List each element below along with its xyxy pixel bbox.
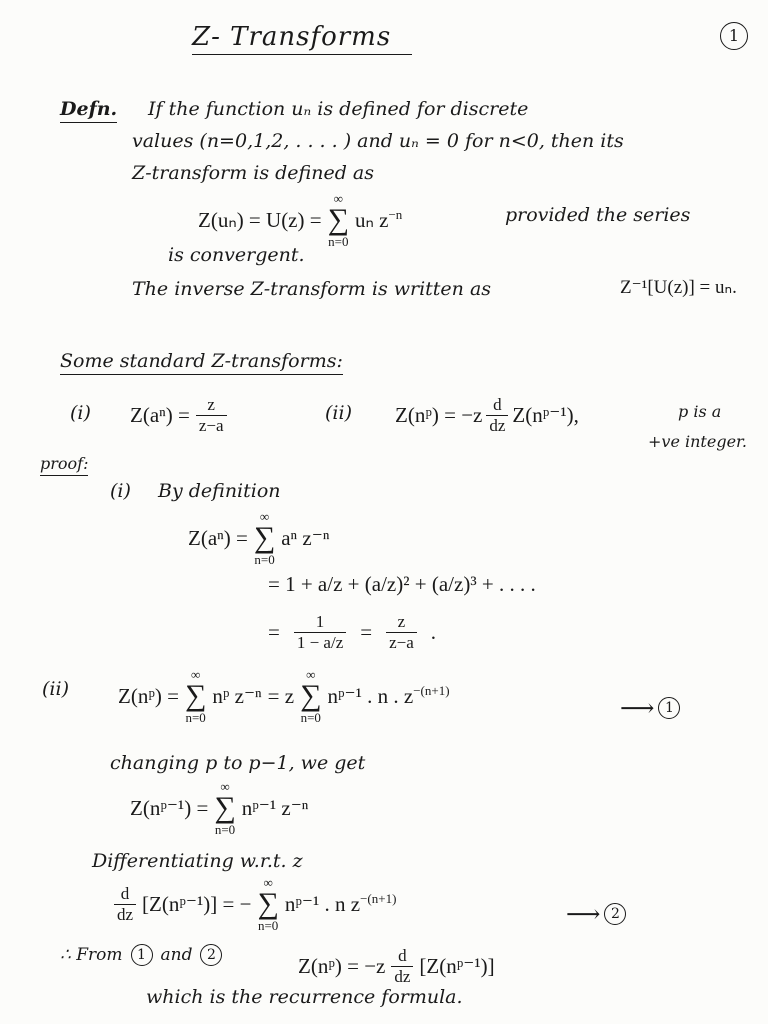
inverse-formula: Z⁻¹[U(z)] = uₙ. [620, 277, 737, 298]
sigma-icon: ∑ [300, 679, 322, 712]
fraction-numerator: z [397, 612, 406, 631]
proof-2-lhs: Z(nᵖ) = [118, 683, 179, 708]
from-line [60, 944, 222, 966]
fraction-denominator: z−a [386, 632, 417, 653]
equation-ref-2 [566, 900, 626, 928]
item-1-lhs: Z(aⁿ) = [130, 403, 190, 427]
proof-1-term: aⁿ z⁻ⁿ [281, 525, 330, 550]
item-1-formula [130, 395, 227, 436]
part-1-intro: By definition [158, 480, 281, 502]
proof-2-term-2 [327, 683, 449, 709]
proof-2-term-2-exponent: −(n+1) [413, 683, 450, 698]
proof-4-term-base: nᵖ⁻¹ . n z [284, 892, 361, 916]
sum-upper: ∞ [191, 667, 201, 682]
fraction-numerator: 1 [315, 612, 325, 631]
definition-label: Defn. [60, 98, 117, 123]
definition-line-3: Z-transform is defined as [132, 162, 374, 184]
proof-2-eq-3 [114, 876, 396, 932]
proof-1-lhs: Z(aⁿ) = [188, 525, 248, 550]
sigma-sum [254, 510, 275, 566]
formula-lhs: Z(uₙ) = U(z) = [198, 207, 322, 232]
item-2-lhs: Z(nᵖ) = −z [395, 403, 483, 427]
final-formula [298, 946, 495, 987]
right-arrow-icon: ⟶ [566, 900, 601, 928]
sigma-sum [300, 668, 321, 724]
proof-1-eq-1 [188, 510, 329, 566]
item-1-label: (i) [70, 402, 91, 424]
sum-lower: n=0 [300, 710, 321, 725]
item-1-numerator: z [207, 395, 215, 414]
sigma-icon: ∑ [253, 521, 276, 554]
sigma-sum [214, 780, 235, 836]
sum-lower: n=0 [214, 822, 236, 837]
ref-number-2: 2 [604, 903, 626, 925]
item-2-rest: Z(nᵖ⁻¹), [512, 403, 579, 427]
sigma-sum [185, 668, 206, 724]
proof-1-eq-3 [268, 612, 436, 653]
sum-upper: ∞ [306, 667, 316, 682]
proof-2-term-2-base: nᵖ⁻¹ . n . z [327, 684, 414, 708]
sigma-sum [328, 192, 349, 248]
item-1-fraction [196, 395, 227, 436]
derivative-operator [114, 884, 136, 925]
proof-1-eq-3-equals-2: = [360, 620, 373, 644]
sigma-sum [257, 876, 278, 932]
item-2-d: d [493, 395, 502, 414]
proof-2-eq-2 [130, 780, 308, 836]
fraction-denominator: 1 − a/z [294, 632, 346, 653]
proof-1-fraction-1 [294, 612, 346, 653]
derivative-operator [391, 946, 413, 987]
definition-line-2: values (n=0,1,2, . . . . ) and uₙ = 0 for n<0, then its [132, 130, 624, 152]
proof-4-term [285, 891, 397, 917]
page-number [720, 22, 748, 50]
closing-line: which is the recurrence formula. [146, 986, 463, 1008]
derivative-d: d [120, 883, 130, 903]
formula-term [355, 207, 402, 233]
sum-lower: n=0 [257, 918, 279, 933]
final-lhs: Z(nᵖ) = −z [298, 954, 386, 978]
item-2-dz: dz [486, 415, 508, 436]
sigma-icon: ∑ [184, 679, 207, 712]
ref-number-1: 1 [658, 697, 680, 719]
item-2-note-2: +ve integer. [648, 432, 748, 451]
right-arrow-icon: ⟶ [620, 694, 655, 722]
item-2-derivative [486, 395, 508, 436]
proof-label: proof: [40, 454, 88, 476]
item-2-note-1: p is a [678, 402, 722, 421]
derivative-dz: dz [114, 904, 136, 925]
sum-lower: n=0 [254, 552, 275, 567]
proof-2-eq-1 [118, 668, 450, 724]
proof-1-period: . [430, 620, 437, 644]
item-2-label: (ii) [325, 402, 352, 424]
page-number-circle: 1 [720, 22, 748, 50]
sum-upper: ∞ [263, 875, 273, 890]
derivative-dz: dz [391, 966, 413, 987]
sum-upper: ∞ [220, 779, 230, 794]
proof-4-term-exponent: −(n+1) [360, 891, 397, 906]
final-rest: [Z(nᵖ⁻¹)] [419, 954, 495, 978]
sum-lower: n=0 [185, 710, 206, 725]
derivative-d: d [398, 946, 407, 965]
formula-note: provided the series [505, 204, 691, 226]
proof-2-equals-z: = z [267, 683, 295, 708]
proof-2-term-1: nᵖ z⁻ⁿ [212, 683, 262, 708]
sum-upper: ∞ [333, 191, 343, 206]
sigma-icon: ∑ [214, 791, 236, 824]
proof-1-eq-2: = 1 + a/z + (a/z)² + (a/z)³ + . . . . [268, 572, 536, 596]
item-1-denominator: z−a [196, 415, 227, 436]
page-title: Z- Transforms [192, 22, 412, 55]
definition-formula [198, 192, 402, 248]
inverse-text: The inverse Z-transform is written as [132, 278, 492, 300]
therefore-from-text: ∴ From [60, 945, 123, 965]
formula-term-base: uₙ z [354, 208, 389, 232]
equation-ref-1 [620, 694, 680, 722]
sigma-icon: ∑ [257, 887, 279, 920]
item-2-formula [395, 395, 579, 436]
part-1-label: (i) [110, 480, 131, 502]
part-2-label: (ii) [42, 678, 69, 700]
proof-1-eq-3-equals: = [268, 620, 280, 644]
proof-1-fraction-2 [386, 612, 417, 653]
formula-term-exponent: −n [388, 207, 403, 222]
ref-number-2: 2 [200, 944, 222, 966]
sigma-icon: ∑ [327, 203, 349, 236]
sum-upper: ∞ [259, 509, 270, 524]
proof-4-lhs: [Z(nᵖ⁻¹)] = − [142, 891, 252, 916]
definition-line-1: If the function uₙ is defined for discrete [148, 98, 529, 120]
and-text: and [160, 945, 193, 965]
changing-text: changing p to p−1, we get [110, 752, 366, 774]
proof-3-term: nᵖ⁻¹ z⁻ⁿ [241, 795, 309, 820]
standard-heading: Some standard Z-transforms: [60, 350, 343, 375]
proof-3-lhs: Z(nᵖ⁻¹) = [130, 795, 209, 820]
ref-number-1: 1 [131, 944, 153, 966]
differentiating-text: Differentiating w.r.t. z [92, 850, 303, 872]
sum-lower: n=0 [328, 234, 349, 249]
definition-line-5: is convergent. [168, 244, 305, 266]
